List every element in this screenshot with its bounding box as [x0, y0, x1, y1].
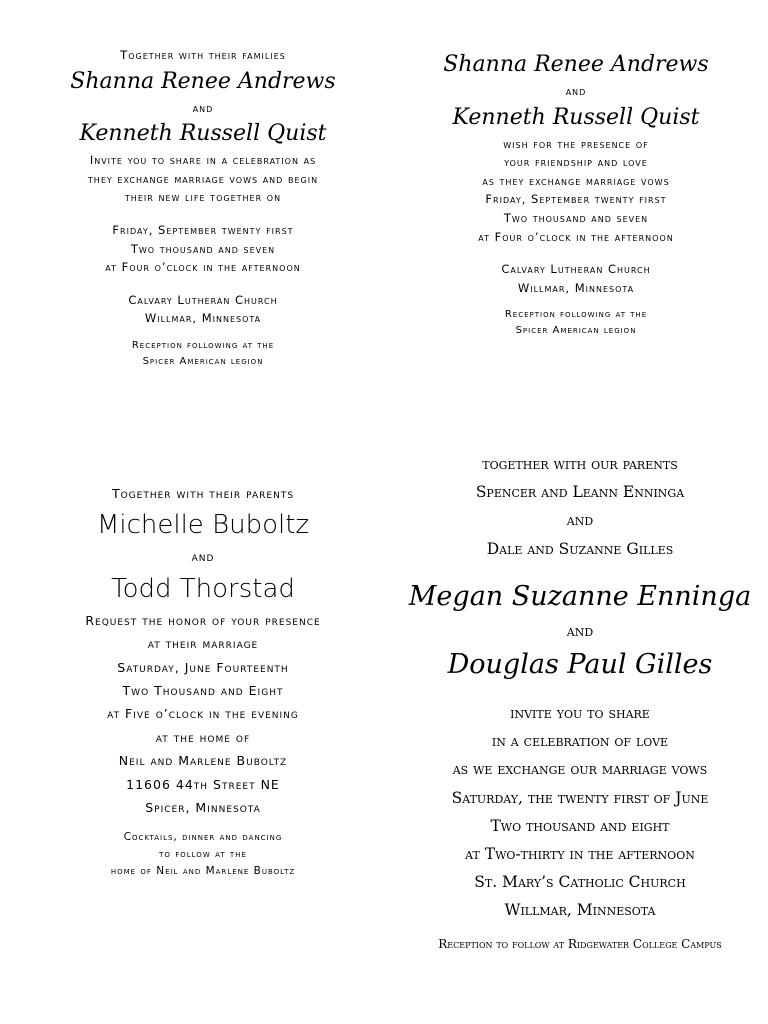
body-line: as they exchange marriage vows — [482, 173, 670, 188]
venue-line: Neil and Marlene Buboltz — [118, 753, 288, 769]
bride-name: Shanna Renee Andrews — [443, 52, 709, 77]
and-text: and — [565, 84, 587, 98]
venue-line: at the home of — [155, 729, 251, 745]
bride-name: Megan Suzanne Enninga — [408, 580, 752, 612]
body-line: at their marriage — [147, 636, 259, 652]
invitation-4 — [394, 450, 766, 953]
reception-line: Cocktails, dinner and dancing — [123, 831, 283, 844]
venue-line: Willmar, Minnesota — [517, 280, 635, 295]
body-line: in a celebration of love — [491, 732, 669, 751]
reception-line: Spicer American legion — [515, 325, 637, 337]
date-line: Two Thousand and Eight — [122, 683, 284, 699]
venue-line: Calvary Lutheran Church — [501, 262, 651, 277]
venue-line: Willmar, Minnesota — [504, 901, 656, 920]
body-line: Invite you to share in a celebration as — [89, 153, 317, 168]
intro-text: together with our parents — [482, 455, 678, 473]
parents-line: Dale and Suzanne Gilles — [486, 539, 674, 558]
date-line: Friday, September twenty first — [112, 222, 294, 237]
groom-name: Douglas Paul Gilles — [447, 649, 713, 681]
body-line: as we exchange our marriage vows — [452, 760, 708, 779]
time-line: at Two-thirty in the afternoon — [465, 845, 695, 864]
reception-line: Reception following at the — [131, 339, 275, 351]
bride-name: Shanna Renee Andrews — [70, 68, 336, 94]
intro-text: Together with their families — [120, 48, 286, 62]
and-text: and — [191, 549, 215, 565]
and-text: and — [566, 511, 594, 530]
date-line: Saturday, June Fourteenth — [117, 659, 289, 675]
date-line: Two thousand and seven — [130, 241, 276, 256]
parents-line: Spencer and Leann Enninga — [475, 483, 685, 502]
invitation-1 — [0, 46, 406, 370]
address-line: 11606 44th Street NE — [126, 776, 280, 792]
date-line: Two thousand and eight — [490, 816, 670, 835]
venue-line: Calvary Lutheran Church — [128, 292, 278, 307]
reception-line: Spicer American legion — [142, 355, 264, 367]
invitation-3 — [0, 482, 406, 880]
venue-line: Willmar, Minnesota — [144, 311, 262, 326]
body-line: their new life together on — [124, 190, 282, 205]
address-line: Spicer, Minnesota — [145, 800, 261, 816]
groom-name: Kenneth Russell Quist — [452, 104, 700, 130]
and-text: and — [192, 100, 214, 115]
date-line: Friday, September twenty first — [485, 192, 667, 207]
time-line: at Four o’clock in the afternoon — [478, 229, 674, 244]
and-text: and — [566, 621, 594, 640]
intro-text: Together with their parents — [111, 486, 295, 501]
reception-line: to follow at the — [159, 848, 247, 861]
time-line: at Five o’clock in the evening — [107, 706, 299, 722]
groom-name: Kenneth Russell Quist — [79, 121, 327, 147]
body-line: wish for the presence of — [503, 136, 649, 151]
venue-line: St. Mary’s Catholic Church — [474, 873, 686, 892]
invitation-2 — [390, 48, 762, 339]
date-line: Saturday, the twenty first of June — [451, 788, 709, 807]
body-line: Request the honor of your presence — [85, 612, 321, 628]
reception-line: Reception following at the — [504, 309, 648, 321]
body-line: they exchange marriage vows and begin — [87, 171, 319, 186]
body-line: your friendship and love — [504, 155, 648, 170]
date-line: Two thousand and seven — [503, 210, 649, 225]
time-line: at Four o’clock in the afternoon — [105, 260, 301, 275]
bride-name: Michelle Buboltz — [96, 510, 310, 541]
reception-line: home of Neil and Marlene Buboltz — [110, 865, 296, 878]
groom-name: Todd Thorstad — [111, 573, 295, 604]
reception-line: Reception to follow at Ridgewater College Campus — [438, 936, 722, 951]
body-line: invite you to share — [510, 704, 650, 723]
